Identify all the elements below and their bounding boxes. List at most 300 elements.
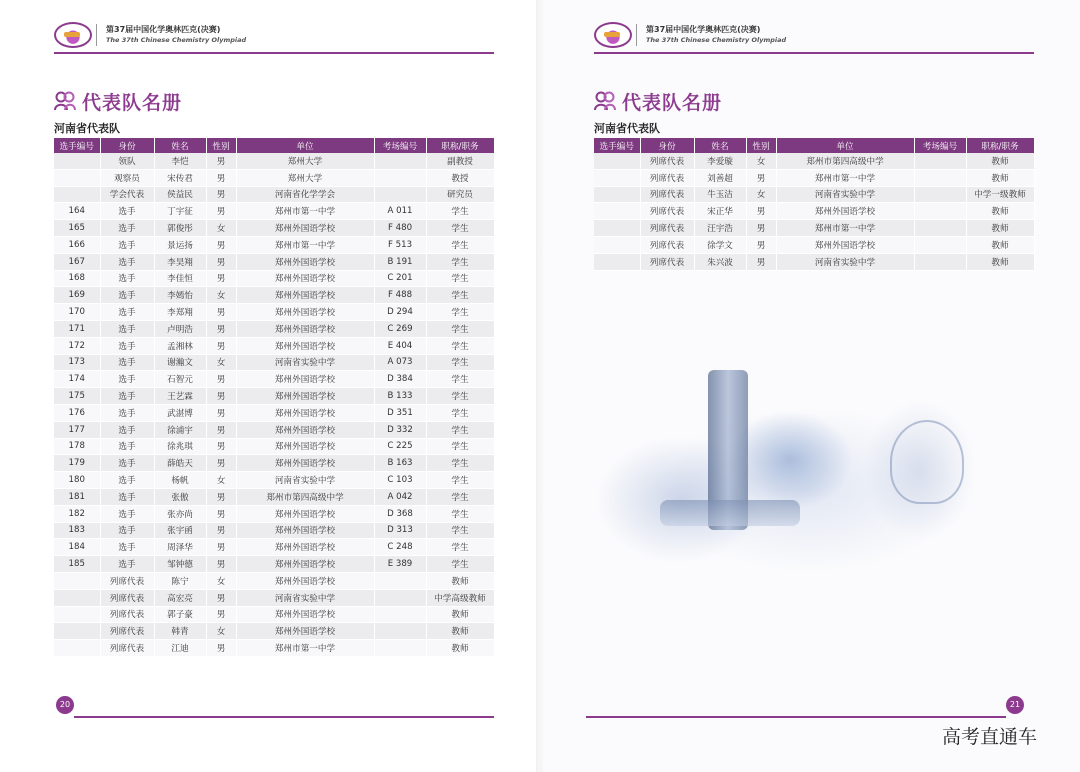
table-cell: F 480: [374, 220, 426, 237]
table-row: [54, 153, 494, 169]
table-cell: 185: [54, 556, 100, 573]
table-cell: 郑州外国语学校: [236, 220, 374, 237]
watermark-text: 高考直通车: [942, 726, 1038, 748]
table-cell: [374, 186, 426, 203]
table-cell: 选手: [100, 354, 154, 371]
table-cell: 165: [54, 220, 100, 237]
table-cell: 172: [54, 337, 100, 354]
table-cell: 学生: [426, 388, 494, 405]
table-cell: 徐兆琪: [154, 438, 206, 455]
table-cell: 教师: [966, 203, 1034, 220]
table-cell: E 389: [374, 556, 426, 573]
table-row: [54, 354, 494, 371]
table-cell: D 384: [374, 371, 426, 388]
table-cell: 选手: [100, 438, 154, 455]
table-cell: 学生: [426, 354, 494, 371]
table-cell: 列席代表: [640, 169, 694, 186]
table-cell: 谢瀚文: [154, 354, 206, 371]
table-cell: 183: [54, 522, 100, 539]
page-number: 20: [56, 696, 74, 714]
table-cell: 列席代表: [100, 623, 154, 640]
table-cell: [54, 169, 100, 186]
table-cell: [54, 572, 100, 589]
table-cell: 选手: [100, 220, 154, 237]
table-row: [54, 505, 494, 522]
table-cell: 选手: [100, 253, 154, 270]
table-cell: 选手: [100, 287, 154, 304]
table-cell: C 269: [374, 320, 426, 337]
people-icon: [54, 90, 76, 112]
table-cell: [54, 623, 100, 640]
table-cell: 列席代表: [640, 253, 694, 270]
table-row: [54, 438, 494, 455]
table-cell: 女: [206, 572, 236, 589]
table-cell: 男: [206, 337, 236, 354]
table-cell: 宋正华: [694, 203, 746, 220]
table-cell: 男: [206, 153, 236, 169]
table-row: [594, 203, 1034, 220]
table-cell: 郑州市第四高级中学: [776, 153, 914, 169]
table-cell: 河南省实验中学: [776, 186, 914, 203]
page-header: [594, 18, 1034, 54]
table-cell: 列席代表: [640, 220, 694, 237]
header-en-title: The 37th Chinese Chemistry Olympiad: [646, 36, 787, 44]
table-row: [54, 304, 494, 321]
table-cell: 选手: [100, 472, 154, 489]
table-cell: 169: [54, 287, 100, 304]
table-cell: [914, 203, 966, 220]
table-cell: 171: [54, 320, 100, 337]
table-cell: 郑州外国语学校: [236, 371, 374, 388]
table-cell: 高宏亮: [154, 589, 206, 606]
team-name: 河南省代表队: [594, 122, 660, 135]
table-cell: 汪宇浩: [694, 220, 746, 237]
table-cell: [914, 253, 966, 270]
table-cell: D 332: [374, 421, 426, 438]
table-cell: 薛皓天: [154, 455, 206, 472]
table-cell: 李恺: [154, 153, 206, 169]
table-cell: 男: [746, 236, 776, 253]
table-cell: 学生: [426, 320, 494, 337]
table-cell: 男: [746, 169, 776, 186]
table-cell: 176: [54, 404, 100, 421]
table-cell: D 313: [374, 522, 426, 539]
table-cell: 学生: [426, 404, 494, 421]
table-cell: 郑州外国语学校: [236, 623, 374, 640]
table-cell: 170: [54, 304, 100, 321]
table-cell: 174: [54, 371, 100, 388]
table-cell: 李佳恒: [154, 270, 206, 287]
roster-table: [594, 138, 1035, 271]
table-cell: E 404: [374, 337, 426, 354]
table-cell: 男: [206, 270, 236, 287]
table-cell: 男: [206, 320, 236, 337]
table-cell: 中学高级教师: [426, 589, 494, 606]
table-row: [54, 421, 494, 438]
table-cell: 教师: [426, 623, 494, 640]
table-row: [54, 186, 494, 203]
table-cell: 女: [746, 186, 776, 203]
page-number: 21: [1006, 696, 1024, 714]
table-cell: 李嫣怡: [154, 287, 206, 304]
table-cell: 列席代表: [640, 153, 694, 169]
table-row: [54, 640, 494, 657]
table-cell: B 133: [374, 388, 426, 405]
table-cell: 184: [54, 539, 100, 556]
table-cell: 学生: [426, 253, 494, 270]
table-cell: 张宇函: [154, 522, 206, 539]
page-title: 代表队名册: [82, 92, 183, 114]
table-cell: 郑州大学: [236, 169, 374, 186]
table-cell: 男: [206, 203, 236, 220]
table-cell: 学生: [426, 455, 494, 472]
table-cell: [914, 186, 966, 203]
table-cell: 选手: [100, 455, 154, 472]
table-cell: 教师: [966, 169, 1034, 186]
table-cell: 182: [54, 505, 100, 522]
table-cell: C 225: [374, 438, 426, 455]
table-cell: 中学一级教师: [966, 186, 1034, 203]
table-cell: [914, 220, 966, 237]
column-header: 考场编号: [374, 138, 426, 153]
table-cell: 选手: [100, 388, 154, 405]
people-icon: [594, 90, 616, 112]
table-cell: 166: [54, 236, 100, 253]
column-header: 姓名: [154, 138, 206, 153]
table-cell: F 488: [374, 287, 426, 304]
column-header: 单位: [776, 138, 914, 153]
table-cell: 选手: [100, 539, 154, 556]
table-cell: 男: [746, 253, 776, 270]
table-row: [54, 169, 494, 186]
laboratory-background-image: [540, 330, 1080, 630]
table-cell: 郑州外国语学校: [236, 320, 374, 337]
table-cell: 选手: [100, 304, 154, 321]
olympiad-logo: [594, 22, 632, 48]
table-cell: 教师: [426, 606, 494, 623]
table-row: [594, 153, 1034, 169]
table-cell: 河南省实验中学: [236, 589, 374, 606]
table-cell: 郑州外国语学校: [236, 606, 374, 623]
table-cell: 教师: [966, 153, 1034, 169]
table-cell: [54, 589, 100, 606]
table-row: [54, 320, 494, 337]
table-cell: 教师: [966, 253, 1034, 270]
table-row: [54, 589, 494, 606]
table-cell: 郑州外国语学校: [236, 421, 374, 438]
table-cell: 学生: [426, 539, 494, 556]
table-row: [54, 203, 494, 220]
table-cell: 郑州大学: [236, 153, 374, 169]
table-cell: [594, 153, 640, 169]
table-cell: 学生: [426, 438, 494, 455]
table-cell: [374, 589, 426, 606]
olympiad-logo: [54, 22, 92, 48]
table-cell: 男: [206, 253, 236, 270]
header-divider: [636, 24, 637, 46]
table-cell: B 163: [374, 455, 426, 472]
table-cell: A 042: [374, 488, 426, 505]
table-cell: [594, 203, 640, 220]
table-cell: 男: [206, 556, 236, 573]
table-cell: 郑州外国语学校: [776, 236, 914, 253]
table-cell: [374, 153, 426, 169]
table-cell: 学生: [426, 472, 494, 489]
table-cell: D 294: [374, 304, 426, 321]
table-cell: 男: [206, 388, 236, 405]
table-cell: 选手: [100, 371, 154, 388]
table-cell: 179: [54, 455, 100, 472]
table-cell: 男: [206, 371, 236, 388]
table-cell: 邹钟德: [154, 556, 206, 573]
table-cell: 李爱璇: [694, 153, 746, 169]
table-cell: 教授: [426, 169, 494, 186]
table-cell: [594, 169, 640, 186]
table-cell: 教师: [426, 572, 494, 589]
table-row: [54, 572, 494, 589]
table-cell: 郭俊彤: [154, 220, 206, 237]
column-header: 考场编号: [914, 138, 966, 153]
header-en-title: The 37th Chinese Chemistry Olympiad: [106, 36, 247, 44]
table-cell: 学生: [426, 304, 494, 321]
table-row: [54, 388, 494, 405]
column-header: 选手编号: [594, 138, 640, 153]
table-row: [54, 455, 494, 472]
table-cell: 郑州外国语学校: [236, 270, 374, 287]
table-cell: [914, 153, 966, 169]
header-cn-title: 第37届中国化学奥林匹克(决赛): [646, 25, 761, 34]
page-gutter: [536, 0, 544, 772]
table-cell: 学生: [426, 236, 494, 253]
table-cell: 郑州市第一中学: [236, 203, 374, 220]
header-cn-title: 第37届中国化学奥林匹克(决赛): [106, 25, 221, 34]
table-row: [54, 623, 494, 640]
page-title: 代表队名册: [622, 92, 723, 114]
table-cell: 学生: [426, 287, 494, 304]
table-cell: 侯益民: [154, 186, 206, 203]
table-cell: 选手: [100, 522, 154, 539]
header-divider: [96, 24, 97, 46]
table-cell: 张傲: [154, 488, 206, 505]
table-cell: 王艺霖: [154, 388, 206, 405]
table-cell: 列席代表: [640, 203, 694, 220]
table-row: [594, 253, 1034, 270]
table-cell: [54, 640, 100, 657]
header-rule: [54, 52, 494, 54]
table-cell: 李郑翔: [154, 304, 206, 321]
table-cell: A 011: [374, 203, 426, 220]
table-cell: 男: [206, 438, 236, 455]
table-cell: 郭子豪: [154, 606, 206, 623]
table-cell: 郑州外国语学校: [236, 505, 374, 522]
table-cell: 郑州外国语学校: [776, 203, 914, 220]
table-cell: 郑州市第四高级中学: [236, 488, 374, 505]
table-cell: 男: [206, 421, 236, 438]
table-row: [54, 270, 494, 287]
table-cell: 列席代表: [640, 236, 694, 253]
table-cell: 选手: [100, 556, 154, 573]
table-cell: 列席代表: [640, 186, 694, 203]
table-cell: 研究员: [426, 186, 494, 203]
table-cell: [54, 153, 100, 169]
table-cell: 列席代表: [100, 572, 154, 589]
table-cell: 女: [206, 287, 236, 304]
table-cell: 学生: [426, 220, 494, 237]
table-cell: 列席代表: [100, 640, 154, 657]
table-cell: 宋传君: [154, 169, 206, 186]
column-header: 选手编号: [54, 138, 100, 153]
table-cell: 郑州市第一中学: [236, 236, 374, 253]
column-header: 身份: [640, 138, 694, 153]
table-cell: 郑州外国语学校: [236, 253, 374, 270]
table-cell: 学生: [426, 270, 494, 287]
table-cell: [374, 623, 426, 640]
table-cell: 181: [54, 488, 100, 505]
table-cell: 女: [206, 354, 236, 371]
table-cell: 男: [206, 455, 236, 472]
table-cell: 学生: [426, 371, 494, 388]
footer-rule: [586, 716, 1006, 718]
table-cell: 选手: [100, 203, 154, 220]
table-cell: C 248: [374, 539, 426, 556]
table-cell: 男: [206, 539, 236, 556]
table-cell: [914, 169, 966, 186]
column-header: 单位: [236, 138, 374, 153]
table-row: [54, 472, 494, 489]
table-cell: 列席代表: [100, 589, 154, 606]
table-cell: 男: [746, 220, 776, 237]
table-row: [54, 236, 494, 253]
table-row: [54, 556, 494, 573]
table-cell: 男: [206, 236, 236, 253]
table-header-row: [54, 138, 494, 153]
table-row: [54, 371, 494, 388]
table-cell: 男: [206, 589, 236, 606]
table-cell: 164: [54, 203, 100, 220]
table-cell: 河南省化学学会: [236, 186, 374, 203]
table-cell: 郑州市第一中学: [776, 220, 914, 237]
table-cell: 男: [206, 404, 236, 421]
table-cell: 郑州外国语学校: [236, 522, 374, 539]
table-cell: 陈宁: [154, 572, 206, 589]
table-cell: 167: [54, 253, 100, 270]
table-cell: 175: [54, 388, 100, 405]
table-cell: 男: [746, 203, 776, 220]
table-cell: 郑州外国语学校: [236, 556, 374, 573]
table-cell: 郑州外国语学校: [236, 337, 374, 354]
table-cell: 韩青: [154, 623, 206, 640]
table-cell: 郑州外国语学校: [236, 438, 374, 455]
table-row: [594, 186, 1034, 203]
table-cell: 女: [206, 623, 236, 640]
table-cell: 石智元: [154, 371, 206, 388]
table-cell: 178: [54, 438, 100, 455]
table-cell: [374, 606, 426, 623]
table-cell: 张亦尚: [154, 505, 206, 522]
microscope-base-shape: [660, 500, 800, 526]
table-row: [54, 606, 494, 623]
table-cell: 选手: [100, 404, 154, 421]
table-cell: [374, 640, 426, 657]
table-cell: D 368: [374, 505, 426, 522]
team-name: 河南省代表队: [54, 122, 120, 135]
table-row: [54, 522, 494, 539]
table-cell: 郑州外国语学校: [236, 539, 374, 556]
table-cell: 选手: [100, 236, 154, 253]
table-cell: 学生: [426, 421, 494, 438]
table-cell: C 103: [374, 472, 426, 489]
table-cell: 牛玉洁: [694, 186, 746, 203]
table-cell: C 201: [374, 270, 426, 287]
table-cell: 周泽华: [154, 539, 206, 556]
table-cell: 朱兴波: [694, 253, 746, 270]
table-cell: 177: [54, 421, 100, 438]
table-cell: 学会代表: [100, 186, 154, 203]
flask-shape: [890, 420, 964, 504]
table-cell: 河南省实验中学: [776, 253, 914, 270]
table-cell: [54, 606, 100, 623]
table-header-row: [594, 138, 1034, 153]
table-cell: 武湛博: [154, 404, 206, 421]
table-cell: 卢明浩: [154, 320, 206, 337]
table-cell: 选手: [100, 337, 154, 354]
column-header: 身份: [100, 138, 154, 153]
table-row: [54, 287, 494, 304]
table-row: [54, 404, 494, 421]
right-page: [540, 0, 1080, 772]
table-row: [54, 337, 494, 354]
table-cell: [54, 186, 100, 203]
table-cell: 学生: [426, 488, 494, 505]
table-cell: [594, 236, 640, 253]
table-cell: 河南省实验中学: [236, 354, 374, 371]
table-cell: 丁宇征: [154, 203, 206, 220]
table-cell: 教师: [966, 220, 1034, 237]
table-cell: 男: [206, 186, 236, 203]
table-cell: 选手: [100, 505, 154, 522]
table-row: [594, 220, 1034, 237]
table-cell: 选手: [100, 320, 154, 337]
table-cell: [594, 253, 640, 270]
table-cell: 男: [206, 606, 236, 623]
table-cell: [914, 236, 966, 253]
table-cell: 郑州外国语学校: [236, 287, 374, 304]
table-cell: 副教授: [426, 153, 494, 169]
table-cell: 180: [54, 472, 100, 489]
table-cell: [594, 220, 640, 237]
table-cell: 教师: [426, 640, 494, 657]
table-cell: 学生: [426, 203, 494, 220]
table-cell: F 513: [374, 236, 426, 253]
table-row: [594, 169, 1034, 186]
column-header: 职称/职务: [426, 138, 494, 153]
column-header: 性别: [206, 138, 236, 153]
table-cell: 郑州市第一中学: [776, 169, 914, 186]
table-cell: 孟湘林: [154, 337, 206, 354]
table-cell: 江迪: [154, 640, 206, 657]
table-cell: 郑州外国语学校: [236, 572, 374, 589]
table-row: [54, 488, 494, 505]
table-cell: D 351: [374, 404, 426, 421]
table-cell: 领队: [100, 153, 154, 169]
table-cell: 男: [206, 488, 236, 505]
table-cell: 女: [746, 153, 776, 169]
column-header: 姓名: [694, 138, 746, 153]
table-cell: [594, 186, 640, 203]
table-cell: 郑州外国语学校: [236, 388, 374, 405]
table-cell: 教师: [966, 236, 1034, 253]
table-cell: 168: [54, 270, 100, 287]
